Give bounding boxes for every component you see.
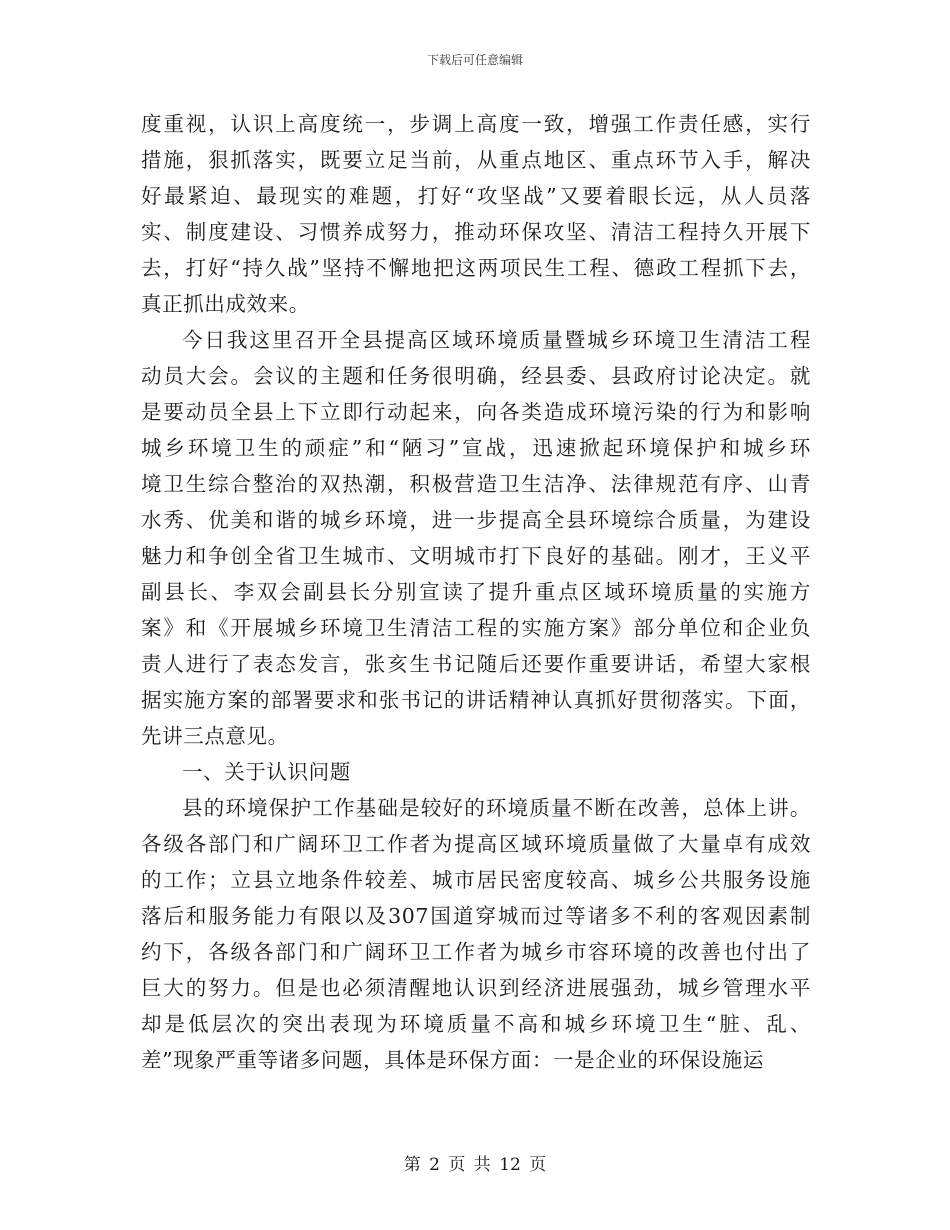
text-line: 一、关于认识问题 bbox=[182, 760, 351, 784]
text-line: 措施，狠抓落实，既要立足当前，从重点地区、重点环节入手，解决 bbox=[141, 148, 811, 172]
text-line: 案》和《开展城乡环境卫生清洁工程的实施方案》部分单位和企业负 bbox=[141, 616, 811, 640]
page-number-footer: 第 2 页 共 12 页 bbox=[403, 1155, 547, 1175]
text-line: 魅力和争创全省卫生城市、文明城市打下良好的基础。刚才，王义平 bbox=[141, 544, 811, 568]
paragraph-p3 bbox=[141, 754, 811, 790]
text-line: 差”现象严重等诸多问题，具体是环保方面：一是企业的环保设施运 bbox=[141, 1048, 764, 1072]
paragraph-p1 bbox=[141, 106, 811, 322]
text-line: 的工作；立县立地条件较差、城市居民密度较高、城乡公共服务设施 bbox=[141, 868, 811, 892]
text-line: 却是低层次的突出表现为环境质量不高和城乡环境卫生“脏、乱、 bbox=[141, 1012, 811, 1036]
text-line: 去，打好“持久战”坚持不懈地把这两项民生工程、德政工程抓下去， bbox=[141, 256, 811, 280]
paragraph-p2 bbox=[141, 322, 811, 754]
text-line: 动员大会。会议的主题和任务很明确，经县委、县政府讨论决定。就 bbox=[141, 364, 811, 388]
text-line: 度重视，认识上高度统一，步调上高度一致，增强工作责任感，实行 bbox=[141, 112, 811, 136]
text-line: 先讲三点意见。 bbox=[141, 724, 289, 748]
text-line: 好最紧迫、最现实的难题，打好“攻坚战”又要着眼长远，从人员落 bbox=[141, 184, 811, 208]
text-line: 今日我这里召开全县提高区域环境质量暨城乡环境卫生清洁工程 bbox=[182, 328, 811, 352]
document-body bbox=[141, 106, 811, 1078]
text-line: 水秀、优美和谐的城乡环境，进一步提高全县环境综合质量，为建设 bbox=[141, 508, 811, 532]
text-line: 境卫生综合整治的双热潮，积极营造卫生洁净、法律规范有序、山青 bbox=[141, 472, 811, 496]
page-header-note: 下载后可任意编辑 bbox=[426, 53, 523, 67]
text-line: 是要动员全县上下立即行动起来，向各类造成环境污染的行为和影响 bbox=[141, 400, 811, 424]
text-line: 巨大的努力。但是也必须清醒地认识到经济进展强劲，城乡管理水平 bbox=[141, 976, 811, 1000]
text-line: 真正抓出成效来。 bbox=[141, 292, 310, 316]
text-line: 据实施方案的部署要求和张书记的讲话精神认真抓好贯彻落实。下面， bbox=[141, 688, 811, 712]
text-line: 实、制度建设、习惯养成努力，推动环保攻坚、清洁工程持久开展下 bbox=[141, 220, 811, 244]
text-line: 责人进行了表态发言，张亥生书记随后还要作重要讲话，希望大家根 bbox=[141, 652, 811, 676]
text-line: 约下，各级各部门和广阔环卫工作者为城乡市容环境的改善也付出了 bbox=[141, 940, 811, 964]
paragraph-p4 bbox=[141, 790, 811, 1078]
text-line: 城乡环境卫生的顽症”和“陋习”宣战，迅速掀起环境保护和城乡环 bbox=[141, 436, 811, 460]
text-line: 副县长、李双会副县长分别宣读了提升重点区域环境质量的实施方 bbox=[141, 580, 811, 604]
text-line: 县的环境保护工作基础是较好的环境质量不断在改善，总体上讲。 bbox=[182, 796, 811, 820]
text-line: 落后和服务能力有限以及307国道穿城而过等诸多不利的客观因素制 bbox=[141, 904, 811, 928]
text-line: 各级各部门和广阔环卫工作者为提高区域环境质量做了大量卓有成效 bbox=[141, 832, 811, 856]
